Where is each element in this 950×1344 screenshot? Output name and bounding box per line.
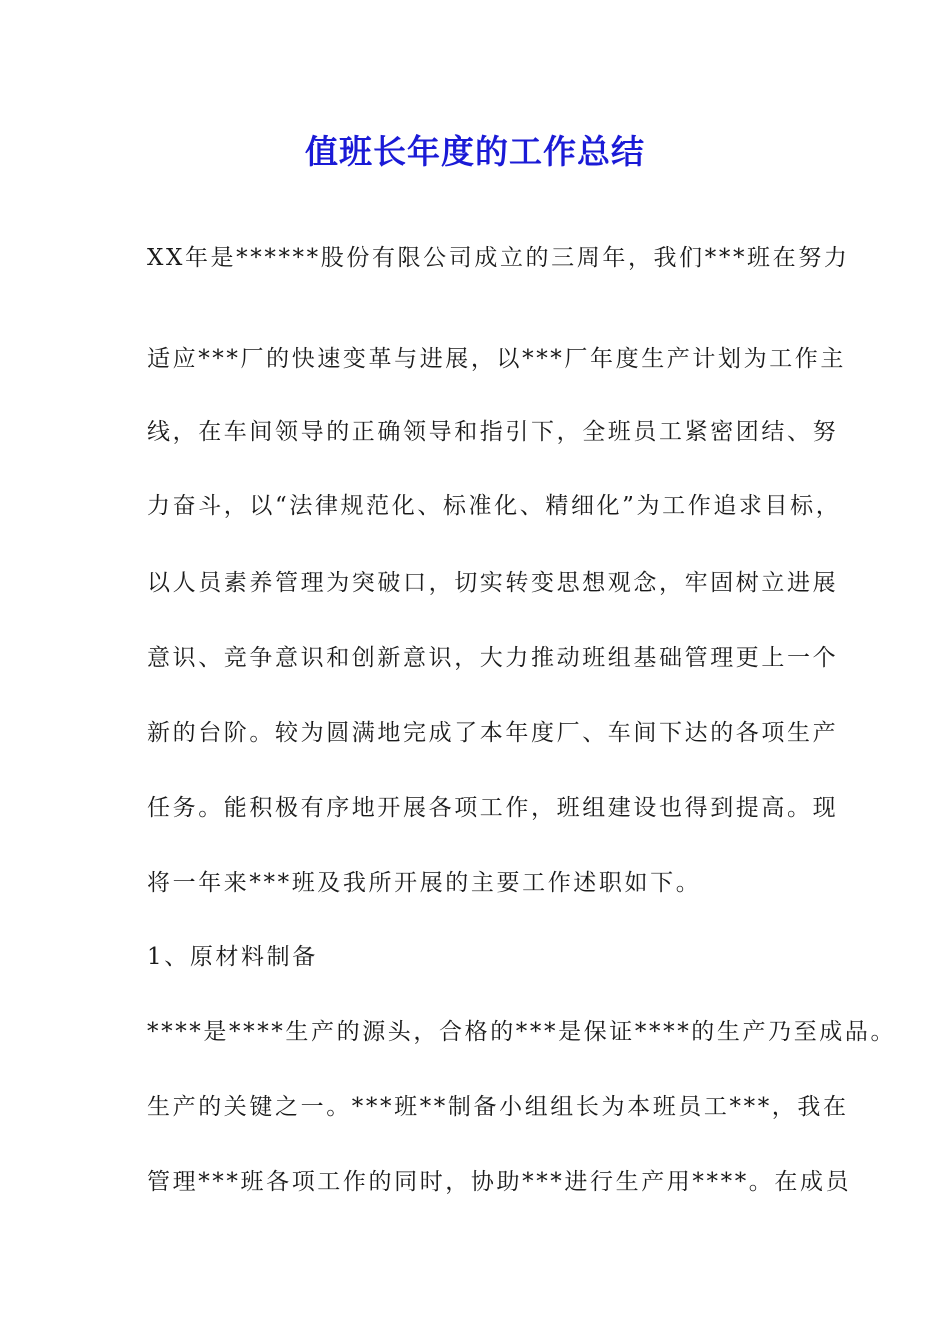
document-title: 值班长年度的工作总结 xyxy=(305,132,645,171)
paragraph-line-11: 生产的关键之一。***班**制备小组组长为本班员工***，我在 xyxy=(147,1094,849,1120)
paragraph-line-2: 适应***厂的快速变革与进展，以***厂年度生产计划为工作主 xyxy=(147,346,846,372)
section-heading-1: 1、原材料制备 xyxy=(147,944,318,970)
paragraph-line-5: 以人员素养管理为突破口，切实转变思想观念，牢固树立进展 xyxy=(147,570,839,596)
paragraph-line-12: 管理***班各项工作的同时，协助***进行生产用****。在成员 xyxy=(147,1169,852,1195)
paragraph-line-3: 线，在车间领导的正确领导和指引下，全班员工紧密团结、努 xyxy=(147,419,839,445)
paragraph-line-4: 力奋斗，以“法律规范化、标准化、精细化”为工作追求目标， xyxy=(147,493,842,519)
paragraph-line-1: XX年是******股份有限公司成立的三周年，我们***班在努力 xyxy=(147,245,850,271)
paragraph-line-9: 将一年来***班及我所开展的主要工作述职如下。 xyxy=(147,870,702,896)
paragraph-line-7: 新的台阶。较为圆满地完成了本年度厂、车间下达的各项生产 xyxy=(147,720,839,746)
paragraph-line-6: 意识、竞争意识和创新意识，大力推动班组基础管理更上一个 xyxy=(147,645,839,671)
paragraph-line-8: 任务。能积极有序地开展各项工作，班组建设也得到提高。现 xyxy=(147,795,839,821)
paragraph-line-10: ****是****生产的源头，合格的***是保证****的生产乃至成品。 xyxy=(147,1019,897,1045)
